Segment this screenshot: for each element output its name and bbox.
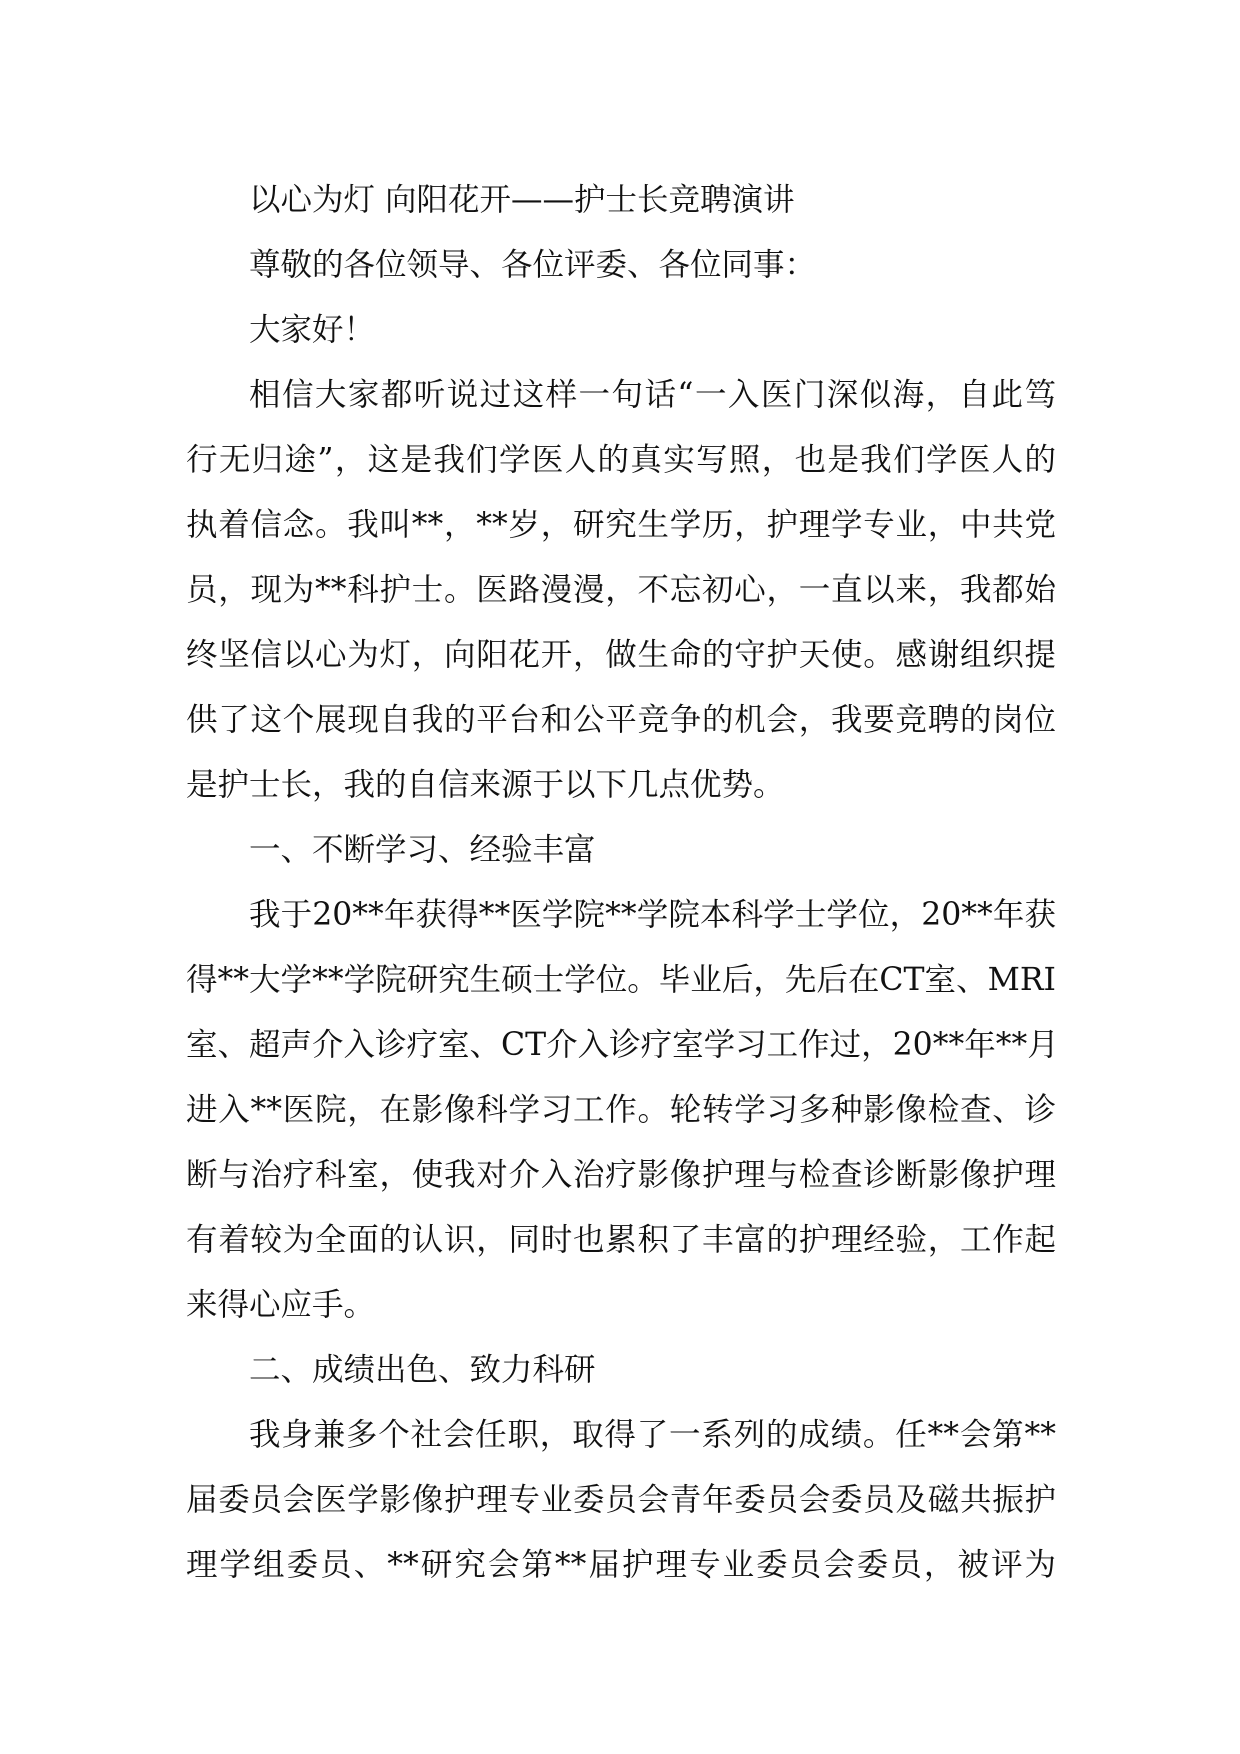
paragraph-line: 得**大学**学院研究生硕士学位。毕业后，先后在CT室、MRI bbox=[186, 962, 1056, 998]
document-title: 以心为灯 向阳花开——护士长竞聘演讲 bbox=[249, 182, 795, 218]
paragraph-line: 届委员会医学影像护理专业委员会青年委员会委员及磁共振护 bbox=[186, 1482, 1056, 1518]
paragraph-line: 执着信念。我叫**，**岁，研究生学历，护理学专业，中共党 bbox=[186, 507, 1056, 543]
section-heading-1: 一、不断学习、经验丰富 bbox=[249, 832, 596, 868]
paragraph-line: 是护士长，我的自信来源于以下几点优势。 bbox=[186, 767, 785, 803]
paragraph-line: 我于20**年获得**医学院**学院本科学士学位，20**年获 bbox=[249, 897, 1056, 933]
paragraph-line: 相信大家都听说过这样一句话“一入医门深似海，自此笃 bbox=[249, 377, 1056, 413]
paragraph-line: 行无归途”，这是我们学医人的真实写照，也是我们学医人的 bbox=[186, 442, 1056, 478]
paragraph-line: 我身兼多个社会任职，取得了一系列的成绩。任**会第** bbox=[249, 1417, 1056, 1453]
paragraph-line: 终坚信以心为灯，向阳花开，做生命的守护天使。感谢组织提 bbox=[186, 637, 1056, 673]
paragraph-line: 来得心应手。 bbox=[186, 1287, 376, 1323]
paragraph-line: 有着较为全面的认识，同时也累积了丰富的护理经验，工作起 bbox=[186, 1222, 1056, 1258]
salutation: 尊敬的各位领导、各位评委、各位同事： bbox=[249, 247, 817, 283]
paragraph-line: 室、超声介入诊疗室、CT介入诊疗室学习工作过，20**年**月 bbox=[186, 1027, 1059, 1063]
paragraph-line: 员，现为**科护士。医路漫漫，不忘初心，一直以来，我都始 bbox=[186, 572, 1056, 608]
paragraph-line: 理学组委员、**研究会第**届护理专业委员会委员，被评为 bbox=[186, 1547, 1056, 1583]
section-heading-2: 二、成绩出色、致力科研 bbox=[249, 1352, 596, 1388]
greeting: 大家好！ bbox=[249, 312, 376, 348]
document-body bbox=[186, 168, 1059, 1598]
paragraph-line: 断与治疗科室，使我对介入治疗影像护理与检查诊断影像护理 bbox=[186, 1157, 1056, 1193]
paragraph-line: 进入**医院，在影像科学习工作。轮转学习多种影像检查、诊 bbox=[186, 1092, 1056, 1128]
paragraph-line: 供了这个展现自我的平台和公平竞争的机会，我要竞聘的岗位 bbox=[186, 702, 1056, 738]
